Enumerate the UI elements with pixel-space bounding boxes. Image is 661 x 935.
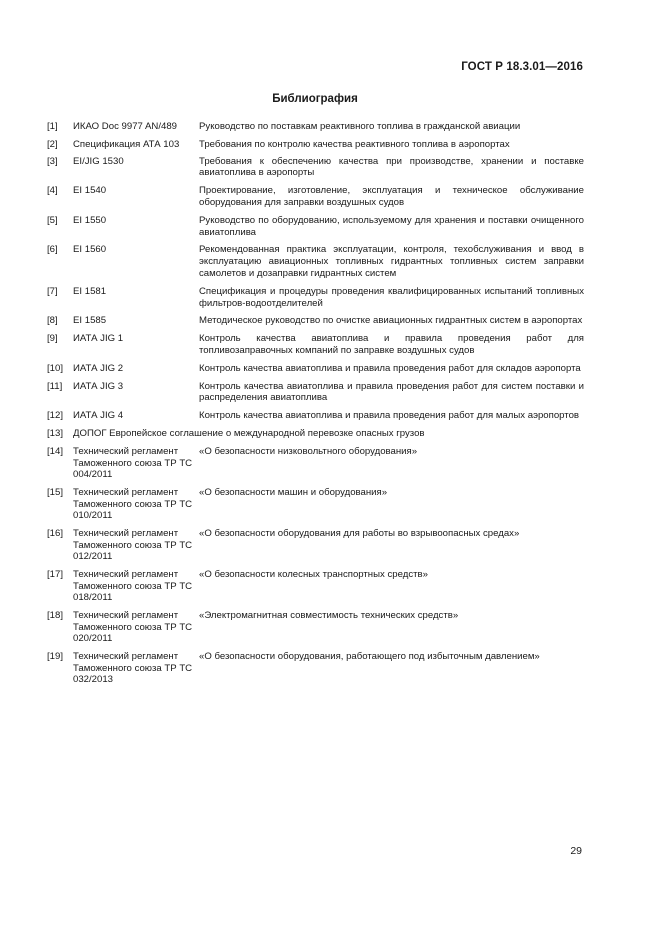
entry-number: [6] [47,244,58,256]
bibliography-entry [47,428,584,440]
entry-description: Контроль качества авиатоплива и правила проведения работ для топливозаправочных компаний по заправке воздушных судов [199,333,584,356]
entry-description: «О безопасности оборудования, работающего под избыточным давлением» [199,650,540,662]
bibliography-entry [47,363,584,375]
entry-number: [8] [47,315,58,327]
entry-source: EI 1550 [73,214,107,226]
entry-description: Рекомендованная практика эксплуатации, контроля, техобслуживания и ввод в эксплуатацию авиационных топливных гидрантных топливных систем заправки самолетов и дозаправки гидрантных систем [199,244,584,279]
entry-number: [4] [47,185,58,197]
entry-number: [15] [47,486,64,498]
entry-number: [13] [47,427,64,439]
entry-source: EI/JIG 1530 [73,155,124,167]
entry-description: Руководство по оборудованию, используемому для хранения и поставки очищенного авиатоплива [199,214,584,238]
bibliography-entry [47,315,584,327]
entry-number: [12] [47,410,64,422]
entry-source: EI 1581 [73,285,107,297]
entry-source: Технический регламент Таможенного союза ТР ТС 010/2011 [73,486,193,522]
entry-number: [16] [47,527,64,539]
entry-description: Проектирование, изготовление, эксплуатация и техническое обслуживание оборудования для заправки воздушных судов [199,185,584,208]
entry-number: [11] [47,380,63,392]
entry-source: EI 1585 [73,315,107,327]
bibliography-entry [47,487,584,522]
entry-description: «О безопасности колесных транспортных средств» [199,568,428,580]
section-title: Библиография [272,93,358,105]
entry-source: ИКАО Doc 9977 AN/489 [73,121,178,132]
bibliography-entry [47,528,584,563]
entry-description: «О безопасности машин и оборудования» [199,486,388,498]
entry-description: Методическое руководство по очистке авиационных гидрантных систем в аэропортах [199,315,583,327]
bibliography-entry [47,121,584,133]
entry-source: ИАТА JIG 4 [73,410,124,422]
entry-source: ИАТА JIG 3 [73,380,124,392]
entry-description: Требования по контролю качества реактивного топлива в аэропортах [199,138,510,150]
entry-number: [2] [47,138,58,150]
entry-source: Технический регламент Таможенного союза ТР ТС 004/2011 [73,445,193,481]
entry-source: Спецификация АТА 103 [73,138,180,150]
entry-number: [9] [47,333,58,345]
entry-description: «Электромагнитная совместимость технических средств» [199,609,459,621]
entry-number: [18] [47,609,64,621]
bibliography-entry [47,446,584,481]
bibliography-entry [47,610,584,645]
entry-description: Контроль качества авиатоплива и правила проведения работ для складов аэропорта [199,362,581,374]
entry-number: [3] [47,155,58,167]
entry-description: Контроль качества авиатоплива и правила проведения работ для систем поставки и распределения авиатоплива [199,380,584,404]
entry-number: [19] [47,650,64,662]
entry-description: Руководство по поставкам реактивного топлива в гражданской авиации [199,121,521,132]
bibliography-entry [47,651,584,686]
bibliography-entry [47,333,584,357]
bibliography-list [47,121,584,686]
bibliography-entry [47,139,584,151]
entry-number: [14] [47,445,64,457]
bibliography-entry [47,185,584,209]
entry-source: ДОПОГ Европейское соглашение о международной перевозке опасных грузов [73,427,425,439]
entry-description: «О безопасности низковольтного оборудования» [199,445,418,457]
bibliography-entry [47,410,584,422]
entry-source: Технический регламент Таможенного союза ТР ТС 032/2013 [73,650,193,686]
entry-number: [17] [47,568,64,580]
entry-source: EI 1540 [73,185,107,197]
bibliography-entry [47,569,584,604]
entry-description: Требования к обеспечению качества при производстве, хранении и поставке авиатоплива в аэропорты [199,155,584,179]
entry-description: Спецификация и процедуры проведения квалифицированных испытаний топливных фильтров-водоотделителей [199,285,584,309]
entry-source: EI 1560 [73,244,107,256]
entry-source: Технический регламент Таможенного союза ТР ТС 020/2011 [73,609,193,645]
entry-number: [10] [47,362,64,374]
bibliography-entry [47,156,584,180]
entry-description: Контроль качества авиатоплива и правила проведения работ для малых аэропортов [199,410,580,422]
entry-description: «О безопасности оборудования для работы во взрывоопасных средах» [199,527,520,539]
entry-source: Технический регламент Таможенного союза ТР ТС 012/2011 [73,527,193,563]
entry-source: ИАТА JIG 2 [73,362,124,374]
entry-source: Технический регламент Таможенного союза ТР ТС 018/2011 [73,568,193,604]
entry-number: [7] [47,285,58,297]
document-header: ГОСТ Р 18.3.01—2016 [461,61,583,73]
bibliography-entry [47,381,584,405]
page-number: 29 [570,845,582,857]
bibliography-entry [47,286,584,310]
bibliography-entry [47,244,584,279]
entry-number: [5] [47,214,58,226]
bibliography-entry [47,215,584,239]
entry-source: ИАТА JIG 1 [73,333,124,345]
entry-number: [1] [47,121,58,132]
